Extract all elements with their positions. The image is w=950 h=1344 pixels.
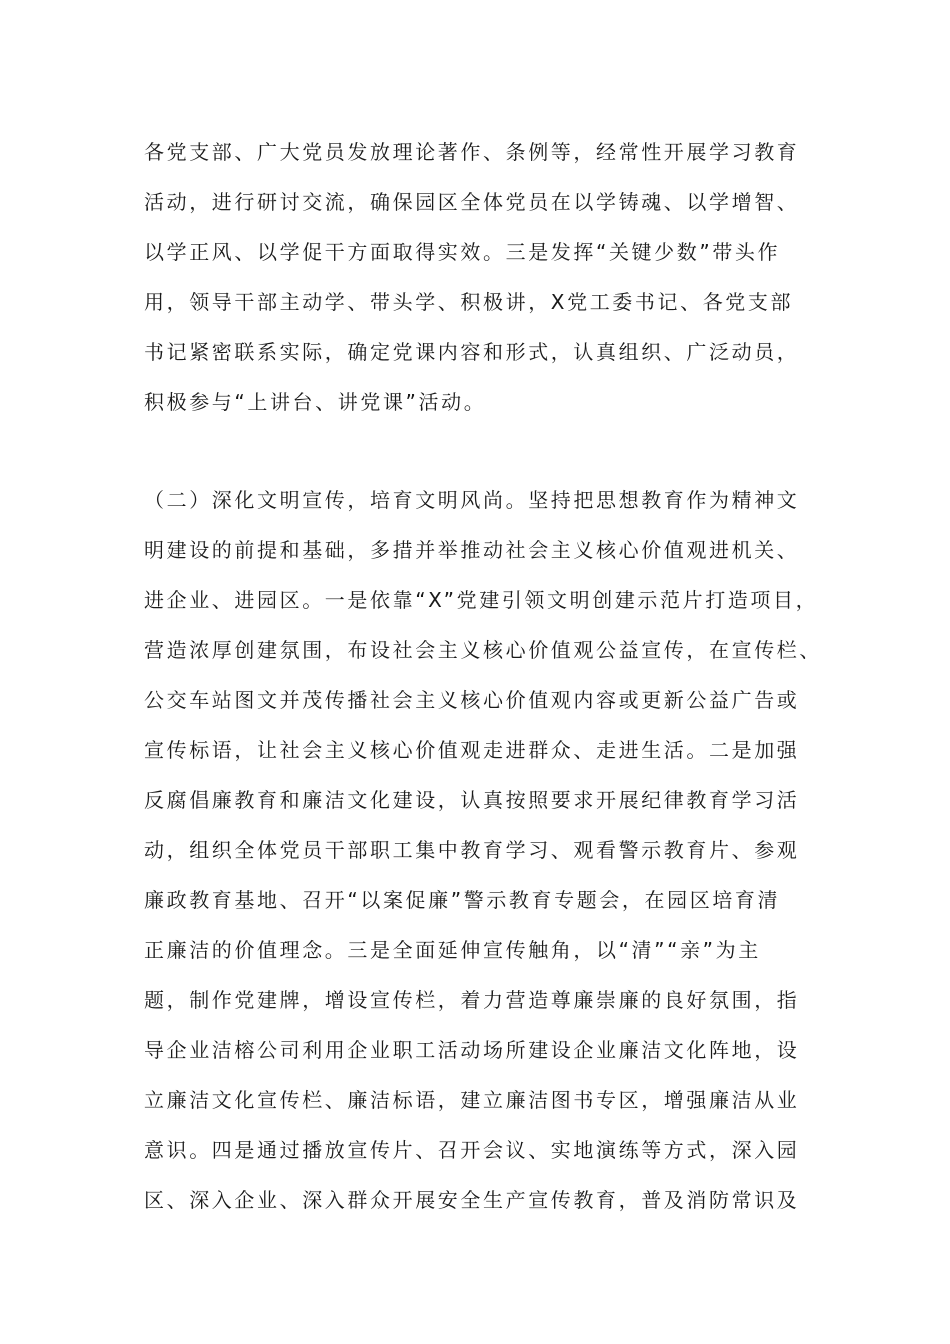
- section-heading-line: （二）深化文明宣传，培育文明风尚。坚持把思想教育作为精神文: [144, 488, 800, 512]
- text-line: 公交车站图文并茂传播社会主义核心价值观内容或更新公益广告或: [144, 688, 800, 712]
- text-line: 导企业洁榕公司利用企业职工活动场所建设企业廉洁文化阵地，设: [144, 1038, 800, 1062]
- text-line: 宣传标语，让社会主义核心价值观走进群众、走进生活。二是加强: [144, 738, 800, 762]
- text-line: 反腐倡廉教育和廉洁文化建设，认真按照要求开展纪律教育学习活: [144, 788, 800, 812]
- text-line: 书记紧密联系实际，确定党课内容和形式，认真组织、广泛动员，: [144, 340, 800, 364]
- paragraph-civilization-publicity: [144, 475, 824, 1225]
- text-line: 营造浓厚创建氛围，布设社会主义核心价值观公益宣传，在宣传栏、: [144, 638, 822, 662]
- text-line: 廉政教育基地、召开“以案促廉”警示教育专题会，在园区培育清: [144, 888, 781, 912]
- text-line: 用，领导干部主动学、带头学、积极讲，X党工委书记、各党支部: [144, 290, 794, 314]
- text-line: 积极参与“上讲台、讲党课”活动。: [144, 390, 487, 414]
- text-line: 动，组织全体党员干部职工集中教育学习、观看警示教育片、参观: [144, 838, 800, 862]
- text-line: 意识。四是通过播放宣传片、召开会议、实地演练等方式，深入园: [144, 1138, 800, 1162]
- text-line: 以学正风、以学促干方面取得实效。三是发挥“关键少数”带头作: [144, 240, 781, 264]
- text-line: 立廉洁文化宣传栏、廉洁标语，建立廉洁图书专区，增强廉洁从业: [144, 1088, 800, 1112]
- text-line: 进企业、进园区。一是依靠“X”党建引领文明创建示范片打造项目，: [144, 588, 819, 612]
- text-line: 明建设的前提和基础，多措并举推动社会主义核心价值观进机关、: [144, 538, 800, 562]
- text-line: 区、深入企业、深入群众开展安全生产宣传教育，普及消防常识及: [144, 1188, 800, 1212]
- text-line: 各党支部、广大党员发放理论著作、条例等，经常性开展学习教育: [144, 140, 800, 164]
- text-line: 活动，进行研讨交流，确保园区全体党员在以学铸魂、以学增智、: [144, 190, 800, 214]
- paragraph-study-education: [144, 127, 824, 427]
- text-line: 题，制作党建牌，增设宣传栏，着力营造尊廉崇廉的良好氛围，指: [144, 988, 800, 1012]
- text-line: 正廉洁的价值理念。三是全面延伸宣传触角，以“清”“亲”为主: [144, 938, 761, 962]
